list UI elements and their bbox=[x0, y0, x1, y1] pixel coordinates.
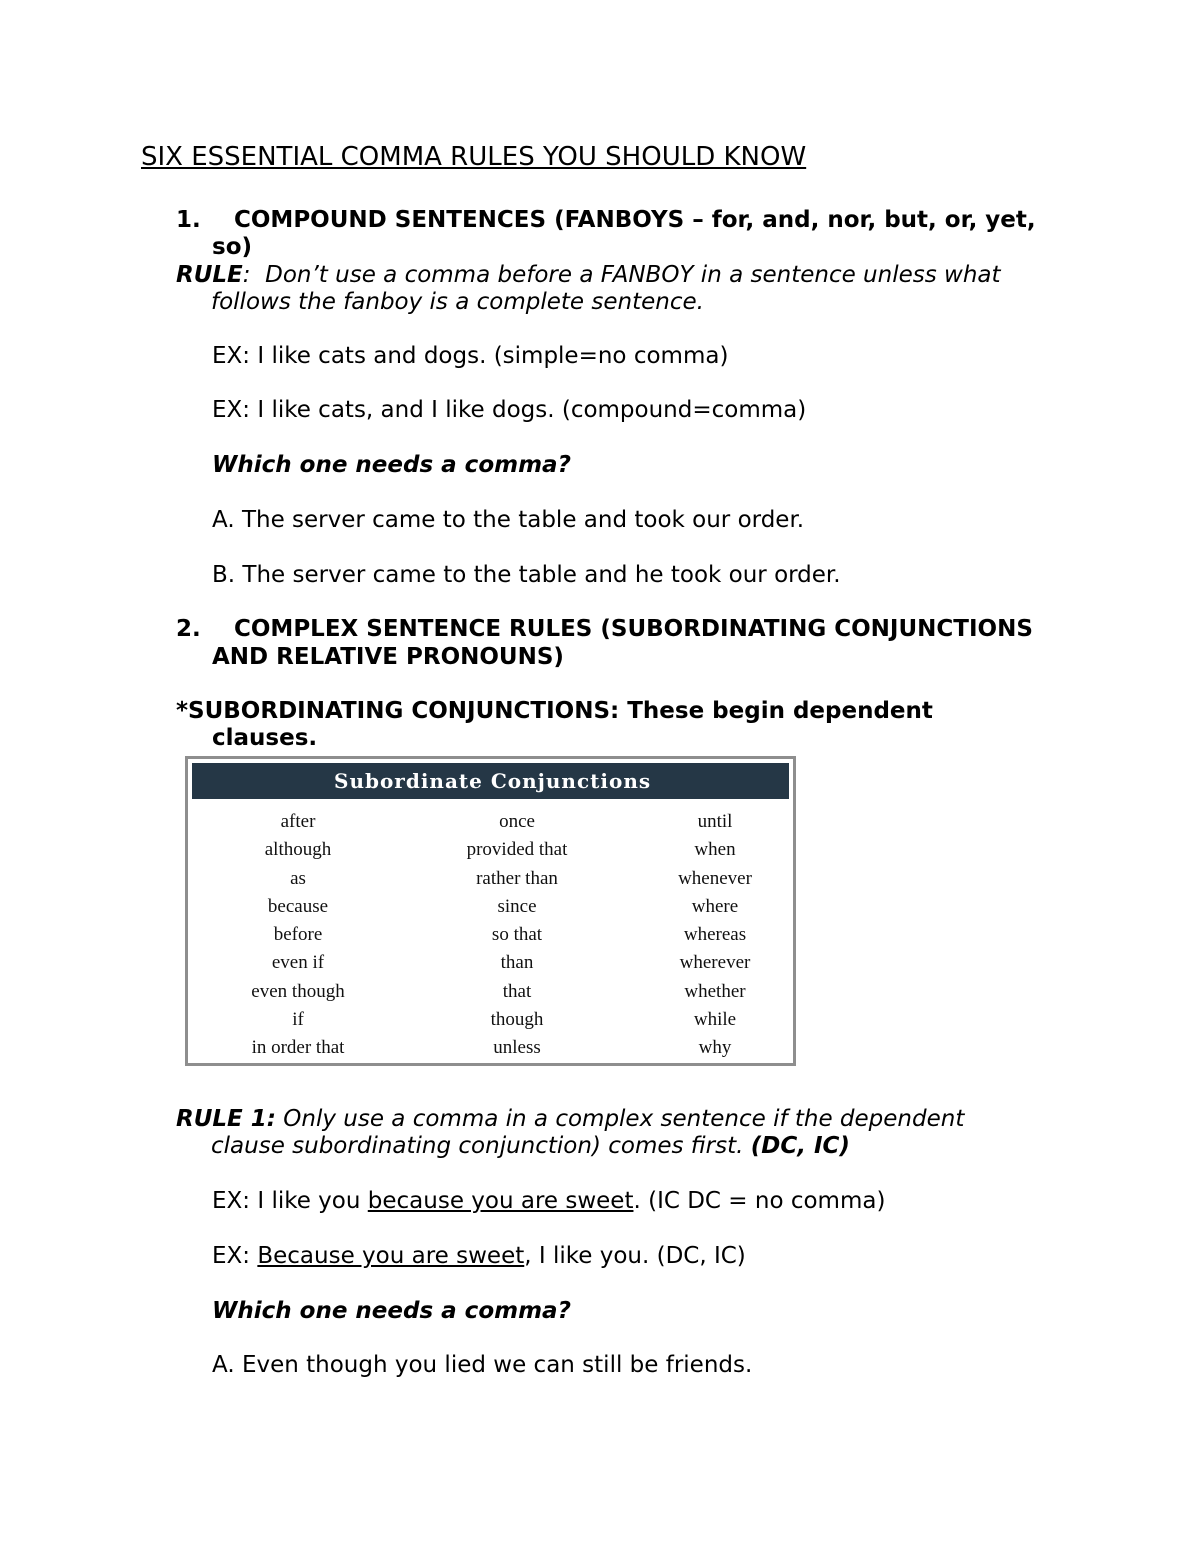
conjunction-item: why bbox=[698, 1037, 732, 1059]
ex1-post: . (IC DC = no comma) bbox=[633, 1188, 886, 1214]
section1-rule-line2: follows the fanboy is a complete sentence. bbox=[211, 289, 704, 315]
ex1-pre: EX: I like you bbox=[212, 1188, 368, 1214]
subordinating-heading-line2: clauses. bbox=[212, 725, 318, 751]
conjunction-item: until bbox=[697, 811, 733, 832]
conjunction-item: in order that bbox=[251, 1037, 345, 1059]
ex2-pre: EX: bbox=[212, 1243, 258, 1269]
conjunction-item: if bbox=[292, 1009, 304, 1031]
section2-heading-line1: COMPLEX SENTENCE RULES (SUBORDINATING CONJUNCTIONS bbox=[234, 616, 1033, 642]
conjunctions-column-1 bbox=[198, 808, 398, 1063]
section1-rule-label: RULE bbox=[176, 262, 243, 288]
section1-heading-line1: COMPOUND SENTENCES (FANBOYS – for, and, nor, but, or, yet, bbox=[234, 207, 1036, 233]
conjunctions-table bbox=[185, 756, 796, 1066]
conjunctions-column-2 bbox=[417, 808, 617, 1063]
section1-rule-line1: Don’t use a comma before a FANBOY in a sentence unless what bbox=[250, 262, 1001, 288]
rule1 bbox=[176, 1105, 964, 1133]
conjunction-item: because bbox=[267, 895, 329, 917]
conjunctions-column-3 bbox=[615, 808, 815, 1063]
section1-example2: EX: I like cats, and I like dogs. (compound=comma) bbox=[212, 397, 807, 423]
conjunction-item: provided that bbox=[466, 839, 568, 861]
conjunction-item: once bbox=[499, 811, 535, 832]
ex1-dependent-clause: because you are sweet bbox=[367, 1188, 634, 1214]
section2-question: Which one needs a comma? bbox=[212, 1298, 571, 1324]
section1-example1: EX: I like cats and dogs. (simple=no comma) bbox=[212, 343, 729, 369]
rule1-line1: Only use a comma in a complex sentence if the dependent bbox=[275, 1106, 965, 1132]
section1-number: 1. bbox=[176, 207, 201, 233]
section2-option-a: A. Even though you lied we can still be friends. bbox=[212, 1352, 753, 1378]
conjunction-item: before bbox=[273, 924, 323, 946]
conjunction-item: though bbox=[490, 1009, 544, 1031]
conjunction-item: unless bbox=[493, 1037, 541, 1059]
ex2-dependent-clause: Because you are sweet bbox=[257, 1243, 525, 1269]
conjunction-item: rather than bbox=[476, 867, 558, 889]
conjunction-item: although bbox=[264, 839, 332, 861]
section1-option-b: B. The server came to the table and he took our order. bbox=[212, 562, 841, 588]
conjunction-item: after bbox=[280, 811, 316, 832]
section2-number: 2. bbox=[176, 616, 201, 642]
conjunction-item: even though bbox=[251, 980, 345, 1002]
section2-heading bbox=[176, 615, 1033, 643]
rule1-tag: (DC, IC) bbox=[750, 1133, 850, 1159]
rule1-label: RULE 1: bbox=[176, 1106, 276, 1132]
subordinating-heading-line1: *SUBORDINATING CONJUNCTIONS: These begin dependent bbox=[176, 698, 933, 724]
ex2-post: , I like you. (DC, IC) bbox=[524, 1243, 746, 1269]
conjunction-item: whenever bbox=[678, 867, 752, 889]
conjunction-item: when bbox=[694, 839, 736, 861]
conjunction-item: whether bbox=[684, 980, 746, 1002]
conjunction-item: so that bbox=[491, 924, 543, 946]
section2-example2 bbox=[212, 1242, 746, 1270]
rule1-line2: clause subordinating conjunction) comes first. bbox=[211, 1133, 751, 1159]
conjunction-item: whereas bbox=[683, 924, 747, 946]
section1-heading bbox=[176, 206, 1036, 234]
rule1-line2-wrap bbox=[211, 1132, 850, 1160]
conjunction-item: than bbox=[500, 952, 534, 974]
conjunctions-table-title: Subordinate Conjunctions bbox=[192, 763, 789, 799]
section1-heading-line2: so) bbox=[212, 234, 253, 260]
section1-option-a: A. The server came to the table and took our order. bbox=[212, 507, 805, 533]
section2-heading-line2: AND RELATIVE PRONOUNS) bbox=[212, 644, 564, 670]
conjunction-item: since bbox=[497, 895, 537, 917]
conjunction-item: where bbox=[691, 895, 739, 917]
conjunction-item: while bbox=[693, 1009, 737, 1031]
page-title: SIX ESSENTIAL COMMA RULES YOU SHOULD KNOW bbox=[141, 142, 807, 172]
section1-rule bbox=[176, 261, 1001, 289]
section2-example1 bbox=[212, 1187, 885, 1215]
section1-rule-colon: : bbox=[242, 262, 251, 288]
conjunction-item: wherever bbox=[679, 952, 751, 974]
conjunction-item: as bbox=[290, 867, 306, 889]
section1-question: Which one needs a comma? bbox=[212, 452, 571, 478]
conjunction-item: that bbox=[502, 980, 532, 1002]
conjunction-item: even if bbox=[271, 952, 325, 974]
